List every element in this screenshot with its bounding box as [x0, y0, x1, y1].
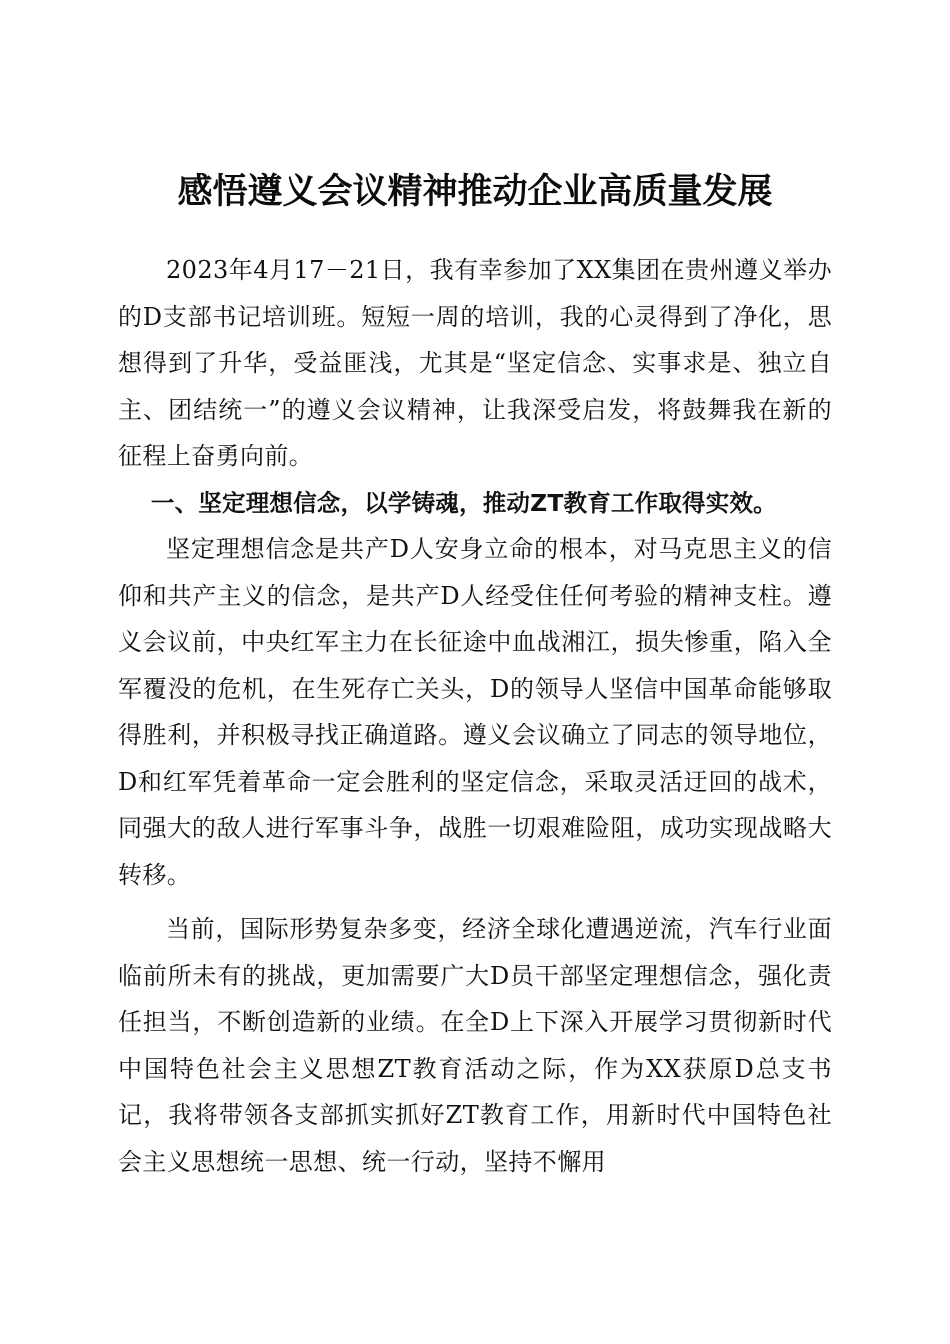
section-1-paragraph-1: 坚定理想信念是共产D人安身立命的根本，对马克思主义的信仰和共产主义的信念，是共产D人经受住任何考验的精神支柱。遵义会议前，中央红军主力在长征途中血战湘江，损失惨重，陷入全军覆没的危机，在生死存亡关头，D的领导人坚信中国革命能够取得胜利，并积极寻找正确道路。遵义会议确立了同志的领导地位，D和红军凭着革命一定会胜利的坚定信念，采取灵活迂回的战术，同强大的敌人进行军事斗争，战胜一切艰难险阻，成功实现战略大转移。	[118, 535, 832, 889]
document-page	[118, 165, 832, 1185]
paragraph-gap	[118, 898, 832, 906]
section-1-paragraph-2: 当前，国际形势复杂多变，经济全球化遭遇逆流，汽车行业面临前所未有的挑战，更加需要广大D员干部坚定理想信念，强化责任担当，不断创造新的业绩。在全D上下深入开展学习贯彻新时代中国特色社会主义思想ZT教育活动之际，作为XX获原D总支书记，我将带领各支部抓实抓好ZT教育工作，用新时代中国特色社会主义思想统一思想、统一行动，坚持不懈用	[118, 915, 832, 1176]
document-title: 感悟遵义会议精神推动企业高质量发展	[177, 171, 773, 212]
intro-paragraph: 2023年4月17－21日，我有幸参加了XX集团在贵州遵义举办的D支部书记培训班。短短一周的培训，我的心灵得到了净化，思想得到了升华，受益匪浅，尤其是“坚定信念、实事求是、独立自主、团结统一”的遵义会议精神，让我深受启发，将鼓舞我在新的征程上奋勇向前。	[118, 256, 832, 470]
section-heading-1: 一、坚定理想信念，以学铸魂，推动ZT教育工作取得实效。	[150, 488, 777, 517]
